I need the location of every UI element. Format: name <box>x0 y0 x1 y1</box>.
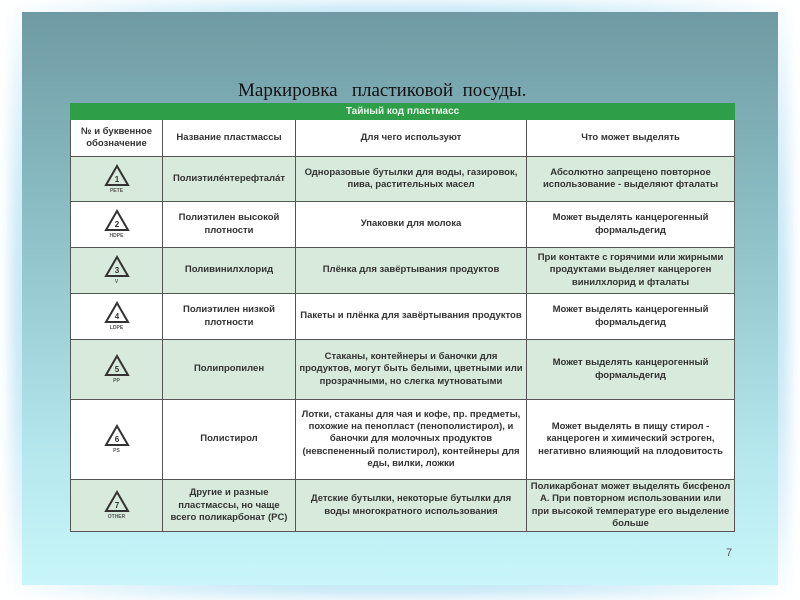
recycle-code-cell <box>71 294 163 340</box>
table-row <box>71 294 735 340</box>
plastic-name: Полиэтилен высокой плотности <box>163 202 296 248</box>
column-header: № и буквенное обозначение <box>71 120 163 157</box>
code-number: 2 <box>114 220 119 230</box>
plastic-codes-table <box>70 103 735 532</box>
column-header: Название пластмассы <box>163 120 296 157</box>
table-row <box>71 400 735 480</box>
recycle-triangle-icon <box>104 209 130 233</box>
column-header: Что может выделять <box>527 120 735 157</box>
plastic-use: Одноразовые бутылки для воды, газировок, пива, растительных масел <box>296 157 527 202</box>
code-number: 6 <box>114 435 119 445</box>
code-number: 1 <box>114 174 119 184</box>
table-row <box>71 340 735 400</box>
recycle-code-cell <box>71 480 163 532</box>
code-abbreviation: LDPE <box>109 325 124 332</box>
plastic-use: Лотки, стаканы для чая и кофе, пр. предметы, похожие на пенопласт (пенополистирол), и баночки для молочных продуктов (невспененный полистирол), контейнеры для еды, вилки, ложки <box>296 400 527 480</box>
code-number: 4 <box>114 312 119 322</box>
recycle-triangle-icon <box>104 424 130 448</box>
plastic-emits: Может выделять канцерогенный формальдегид <box>527 202 735 248</box>
plastic-emits: Может выделять в пищу стирол - канцероген и химический эстроген, негативно влияющий на плодовитость <box>527 400 735 480</box>
page-number: 7 <box>726 547 733 559</box>
plastic-emits: Может выделять канцерогенный формальдегид <box>527 294 735 340</box>
plastic-name: Поливинилхлорид <box>163 248 296 294</box>
code-abbreviation: PP <box>113 378 120 385</box>
slide-title: Маркировка пластиковой посуды. <box>238 80 527 101</box>
code-abbreviation: V <box>114 279 119 286</box>
code-abbreviation: PETE <box>109 187 124 194</box>
plastic-use: Упаковки для молока <box>296 202 527 248</box>
plastic-emits: Может выделять канцерогенный формальдегид <box>527 340 735 400</box>
table-header-row <box>71 120 735 157</box>
plastic-emits: Поликарбонат может выделять бисфенол А. При повторном использовании или при высокой температуре его выделение больше <box>527 480 735 532</box>
recycle-triangle-icon <box>104 164 130 188</box>
code-number: 7 <box>114 501 119 511</box>
plastic-name: Полипропилен <box>163 340 296 400</box>
table-row <box>71 248 735 294</box>
recycle-code-cell <box>71 400 163 480</box>
table-row <box>71 480 735 532</box>
code-number: 5 <box>114 365 119 375</box>
plastic-use: Стаканы, контейнеры и баночки для продуктов, могут быть белыми, цветными или прозрачными, но слегка мутноватыми <box>296 340 527 400</box>
plastic-use: Пакеты и плёнка для завёртывания продуктов <box>296 294 527 340</box>
recycle-code-cell <box>71 202 163 248</box>
plastic-name: Полиэтилéнтерефталáт <box>163 157 296 202</box>
table-caption: Тайный код пластмасс <box>71 104 735 120</box>
table-row <box>71 202 735 248</box>
table-row <box>71 157 735 202</box>
column-header: Для чего используют <box>296 120 527 157</box>
code-number: 3 <box>114 266 119 276</box>
recycle-triangle-icon <box>104 255 130 279</box>
recycle-triangle-icon <box>104 301 130 325</box>
recycle-code-cell <box>71 340 163 400</box>
code-abbreviation: OTHER <box>107 514 126 521</box>
code-abbreviation: PS <box>113 448 120 455</box>
recycle-code-cell <box>71 157 163 202</box>
plastic-use: Плёнка для завёртывания продуктов <box>296 248 527 294</box>
plastic-use: Детские бутылки, некоторые бутылки для воды многократного использования <box>296 480 527 532</box>
plastic-name: Полиэтилен низкой плотности <box>163 294 296 340</box>
plastic-name: Другие и разные пластмассы, но чаще всего поликарбонат (PC) <box>163 480 296 532</box>
code-abbreviation: HDPE <box>109 233 124 240</box>
recycle-code-cell <box>71 248 163 294</box>
plastic-emits: При контакте с горячими или жирными продуктами выделяет канцероген винилхлорид и фталаты <box>527 248 735 294</box>
recycle-triangle-icon <box>104 354 130 378</box>
plastic-emits: Абсолютно запрещено повторное использование - выделяют фталаты <box>527 157 735 202</box>
plastic-name: Полистирол <box>163 400 296 480</box>
recycle-triangle-icon <box>104 490 130 514</box>
